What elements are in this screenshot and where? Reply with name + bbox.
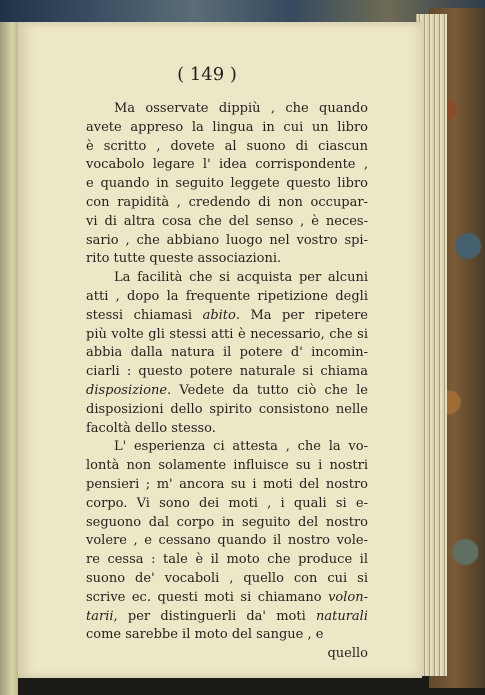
- text-line: come sarebbe il moto del sangue , e: [86, 627, 324, 643]
- text-run: scrive ec. questi moti si chiamano: [86, 589, 322, 605]
- text-line: seguono dal corpo in seguito del nostro: [86, 514, 368, 530]
- text-run: , per distinguerli da' moti: [113, 608, 306, 624]
- text-line: [86, 307, 368, 326]
- text-line: [86, 608, 368, 627]
- text-line: corpo. Vi sono dei moti , i quali si e-: [86, 495, 368, 511]
- book-page: [18, 22, 422, 678]
- italic-term-volontarii: volon-: [328, 589, 368, 605]
- text-line: vocabolo legare l' idea corrispondente ,: [86, 157, 368, 173]
- text-line: e quando in seguito leggete questo libro: [86, 176, 368, 192]
- text-line: lontà non solamente influisce su i nostri: [86, 458, 368, 474]
- text-line: rito tutte queste associazioni.: [86, 251, 282, 267]
- text-line: [86, 589, 368, 608]
- text-line: La facilità che si acquista per alcuni: [114, 270, 368, 286]
- text-run: . Vedete da tutto ciò che le: [167, 382, 368, 398]
- text-line: sario , che abbiano luogo nel vostro spi-: [86, 232, 368, 248]
- text-line: più volte gli stessi atti è necessario, che si: [86, 326, 368, 342]
- text-line: disposizioni dello spirito consistono nelle: [86, 401, 368, 417]
- italic-term-naturali: naturali: [316, 608, 368, 624]
- text-line: L' esperienza ci attesta , che la vo-: [114, 439, 368, 455]
- page-text: [86, 100, 368, 664]
- catchword: quello: [327, 646, 368, 662]
- text-run: . Ma per ripetere: [235, 307, 368, 323]
- text-line: ciarli : questo potere naturale si chiama: [86, 364, 368, 380]
- italic-term-abito: abito: [202, 307, 236, 323]
- text-line: suono de' vocaboli , quello con cui si: [86, 570, 368, 586]
- text-line: abbia dalla natura il potere d' incomin-: [86, 345, 368, 361]
- text-line: re cessa : tale è il moto che produce il: [86, 552, 368, 568]
- text-line: facoltà dello stesso.: [86, 420, 216, 436]
- text-line: pensieri ; m' ancora su i moti del nostro: [86, 476, 368, 492]
- text-run: stessi chiamasi: [86, 307, 193, 323]
- text-line: [86, 382, 368, 401]
- italic-term-tarii: tarii: [86, 608, 114, 624]
- text-line: atti , dopo la frequente ripetizione degli: [86, 288, 368, 304]
- italic-term-disposizione: disposizione: [86, 382, 168, 398]
- text-line: vi di altra cosa che del senso , è neces-: [86, 213, 368, 229]
- text-line: è scritto , dovete al suono di ciascun: [86, 138, 368, 154]
- text-line: avete appreso la lingua in cui un libro: [86, 119, 368, 135]
- text-line: Ma osservate dippiù , che quando: [114, 101, 368, 116]
- text-line: volere , e cessano quando il nostro vole-: [86, 533, 368, 549]
- left-page-edge: [0, 22, 18, 695]
- page-number: ( 149 ): [177, 64, 237, 85]
- text-line: con rapidità , credendo di non occupar-: [86, 194, 368, 210]
